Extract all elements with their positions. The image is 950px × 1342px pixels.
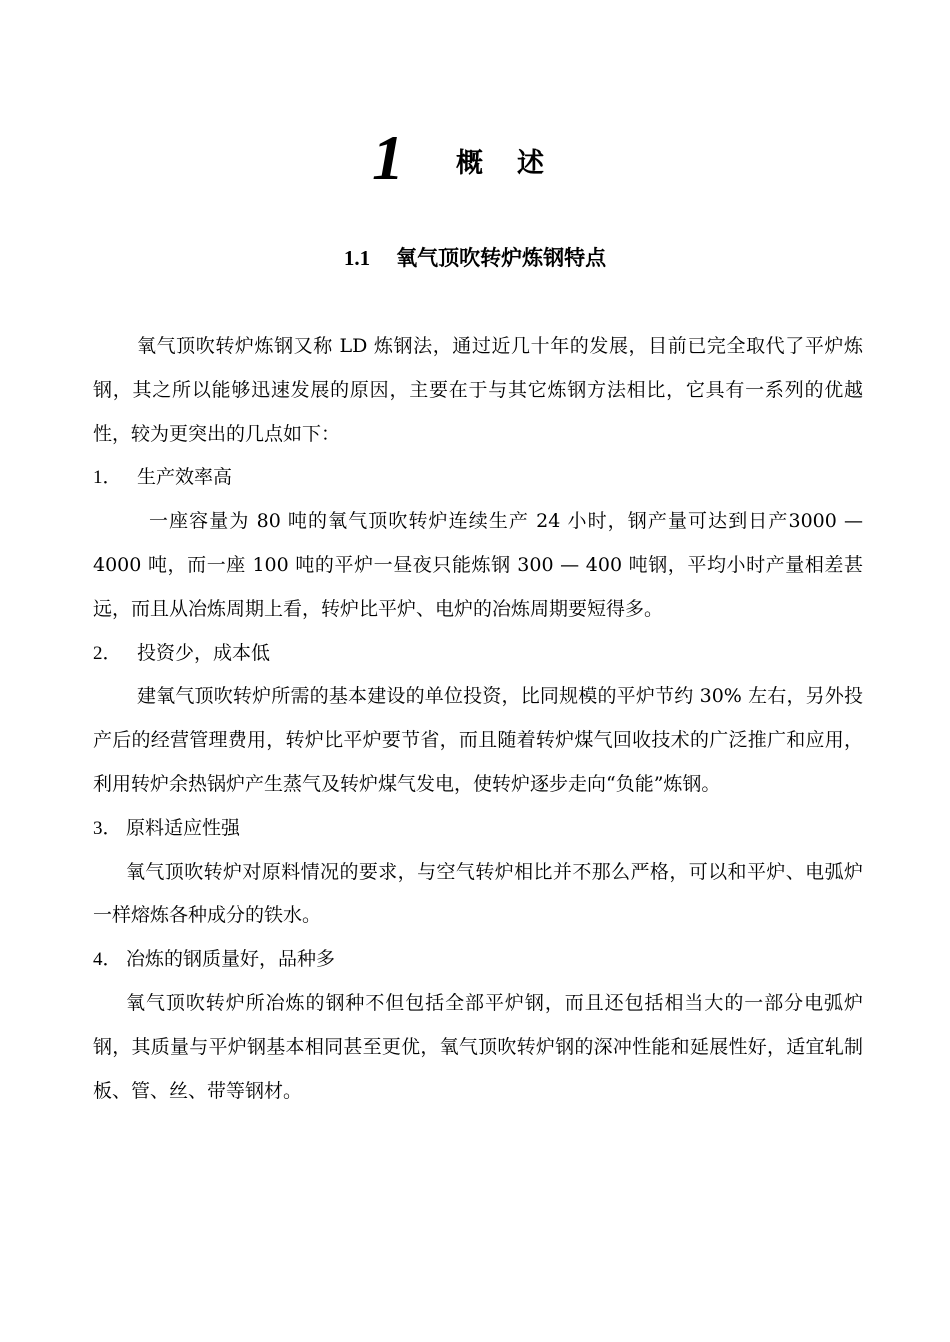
item-paragraph-4: 氧气顶吹转炉所冶炼的钢种不但包括全部平炉钢，而且还包括相当大的一部分电弧炉钢，其质量与平炉钢基本相同甚至更优，氧气顶吹转炉钢的深冲性能和延展性好，适宜轧制板、管、丝、带等钢材。 (93, 991, 863, 1102)
chapter-title: 概述 (456, 148, 578, 179)
item-title-1: 生产效率高 (137, 466, 233, 489)
item-heading-4 (93, 938, 863, 982)
item-number-3: 3． (93, 817, 122, 839)
intro-paragraph: 氧气顶吹转炉炼钢又称 LD 炼钢法，通过近几十年的发展，目前已完全取代了平炉炼钢，其之所以能够迅速发展的原因，主要在于与其它炼钢方法相比，它具有一系列的优越性，较为更突出的几点如下： (93, 335, 863, 445)
item-number-1: 1． (93, 467, 122, 489)
section-number: 1.1 (343, 246, 371, 270)
item-heading-3 (93, 807, 863, 851)
item-number-2: 2． (93, 642, 122, 664)
item-title-2: 投资少，成本低 (137, 641, 271, 664)
item-paragraph-1: 一座容量为 80 吨的氧气顶吹转炉连续生产 24 小时，钢产量可达到日产3000 — 4000 吨，而一座 100 吨的平炉一昼夜只能炼钢 300 — 400 吨钢，平均小时产量相差甚远，而且从冶炼周期上看，转炉比平炉、电炉的冶炼周期要短得多。 (93, 510, 863, 620)
item-title-4: 冶炼的钢质量好，品种多 (126, 948, 336, 971)
item-number-4: 4． (93, 949, 122, 971)
item-title-3: 原料适应性强 (126, 816, 241, 839)
section-title: 氧气顶吹转炉炼钢特点 (396, 246, 607, 270)
section-heading (0, 238, 950, 278)
body-text (93, 325, 863, 1113)
chapter-heading (0, 118, 950, 198)
item-paragraph-3: 氧气顶吹转炉对原料情况的要求，与空气转炉相比并不那么严格，可以和平炉、电弧炉一样熔炼各种成分的铁水。 (93, 860, 863, 927)
chapter-number: 1 (372, 122, 404, 193)
item-heading-2 (93, 632, 863, 676)
item-paragraph-2: 建氧气顶吹转炉所需的基本建设的单位投资，比同规模的平炉节约 30% 左右，另外投产后的经营管理费用，转炉比平炉要节省，而且随着转炉煤气回收技术的广泛推广和应用，利用转炉余热锅炉产生蒸气及转炉煤气发电，使转炉逐步走向“负能”炼钢。 (93, 685, 863, 795)
item-heading-1 (93, 456, 863, 500)
